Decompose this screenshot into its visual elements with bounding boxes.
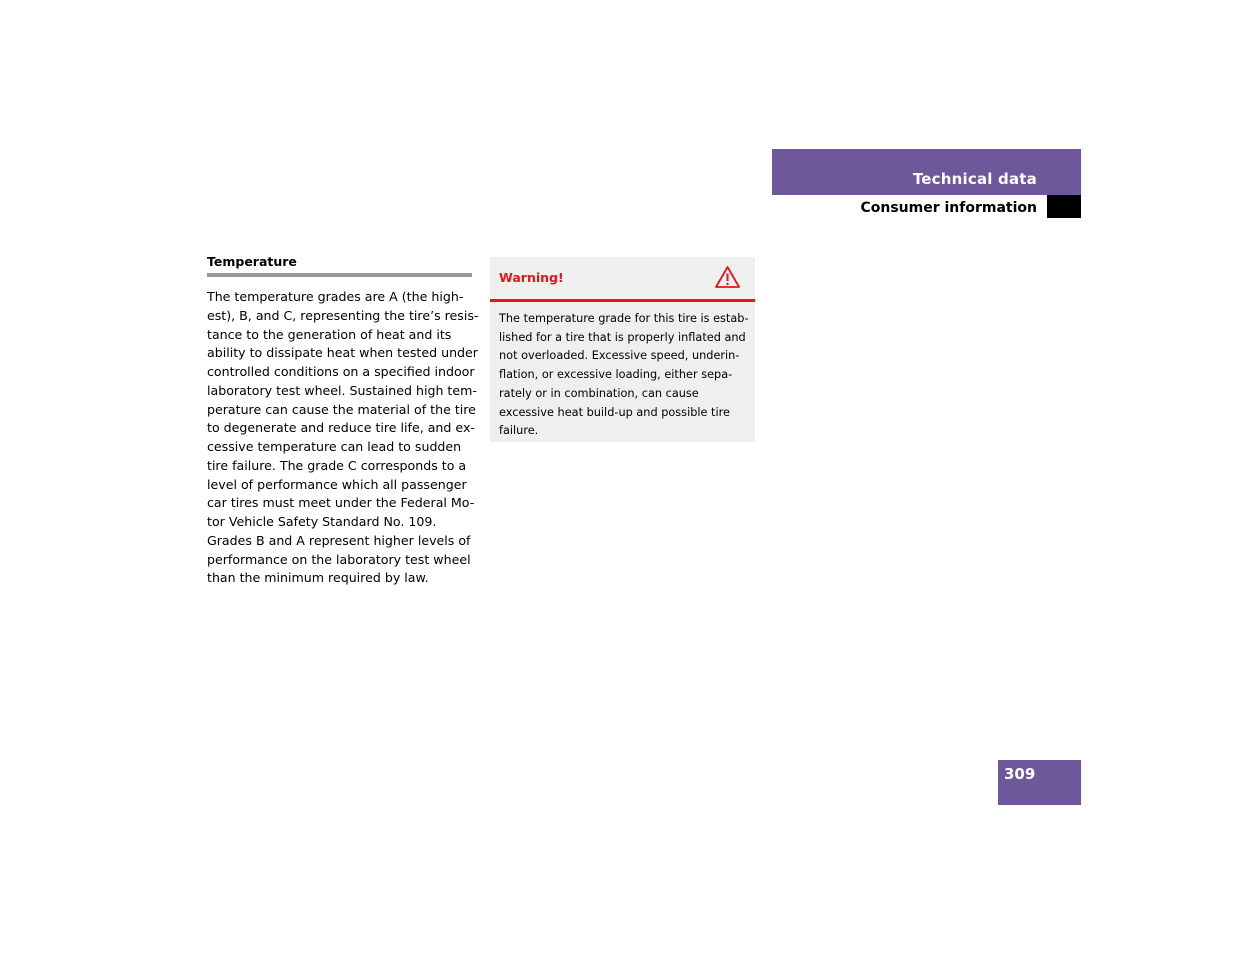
body-line: laboratory test wheel. Sustained high tem-: [207, 382, 477, 398]
page-number: 309: [1004, 765, 1036, 783]
warning-header: [490, 257, 755, 302]
warning-line: failure.: [499, 424, 539, 438]
body-line: controlled conditions on a specified indoor: [207, 364, 475, 379]
section-heading: Temperature: [207, 254, 472, 277]
section-title: Technical data: [912, 170, 1037, 188]
body-line: Grades B and A represent higher levels of: [207, 532, 471, 548]
body-line: The temperature grades are A (the high-: [207, 289, 464, 304]
warning-line: rately or in combination, can cause: [499, 386, 699, 400]
warning-line: excessive heat build-up and possible tire: [499, 405, 730, 419]
body-line: tire failure. The grade C corresponds to a: [207, 457, 467, 473]
warning-text: [499, 310, 751, 441]
body-line: car tires must meet under the Federal Mo-: [207, 495, 475, 511]
body-line: tor Vehicle Safety Standard No. 109.: [207, 514, 437, 529]
body-line: than the minimum required by law.: [207, 570, 429, 586]
body-line: est), B, and C, representing the tire’s resis-: [207, 307, 479, 323]
body-line: ability to dissipate heat when tested under: [207, 345, 478, 361]
body-line: performance on the laboratory test wheel: [207, 551, 471, 567]
subsection-title: Consumer information: [860, 200, 1037, 216]
warning-line: flation, or excessive loading, either sepa-: [499, 368, 733, 382]
warning-line: lished for a tire that is properly inflated and: [499, 330, 746, 344]
body-line: cessive temperature can lead to sudden: [207, 439, 462, 454]
body-line: to degenerate and reduce tire life, and ex-: [207, 420, 475, 436]
body-paragraph: [207, 288, 479, 588]
section-tab-marker: [1047, 195, 1081, 218]
body-line: level of performance which all passenger: [207, 476, 467, 492]
section-header-bar: [772, 149, 1081, 195]
warning-box: [490, 257, 755, 442]
warning-triangle-icon: [714, 265, 741, 289]
body-line: perature can cause the material of the tire: [207, 401, 476, 417]
warning-label: Warning!: [499, 270, 564, 285]
page-number-box: [998, 760, 1081, 805]
body-line: tance to the generation of heat and its: [207, 326, 452, 342]
warning-line: The temperature grade for this tire is estab-: [499, 312, 749, 325]
warning-line: not overloaded. Excessive speed, underin-: [499, 349, 740, 363]
